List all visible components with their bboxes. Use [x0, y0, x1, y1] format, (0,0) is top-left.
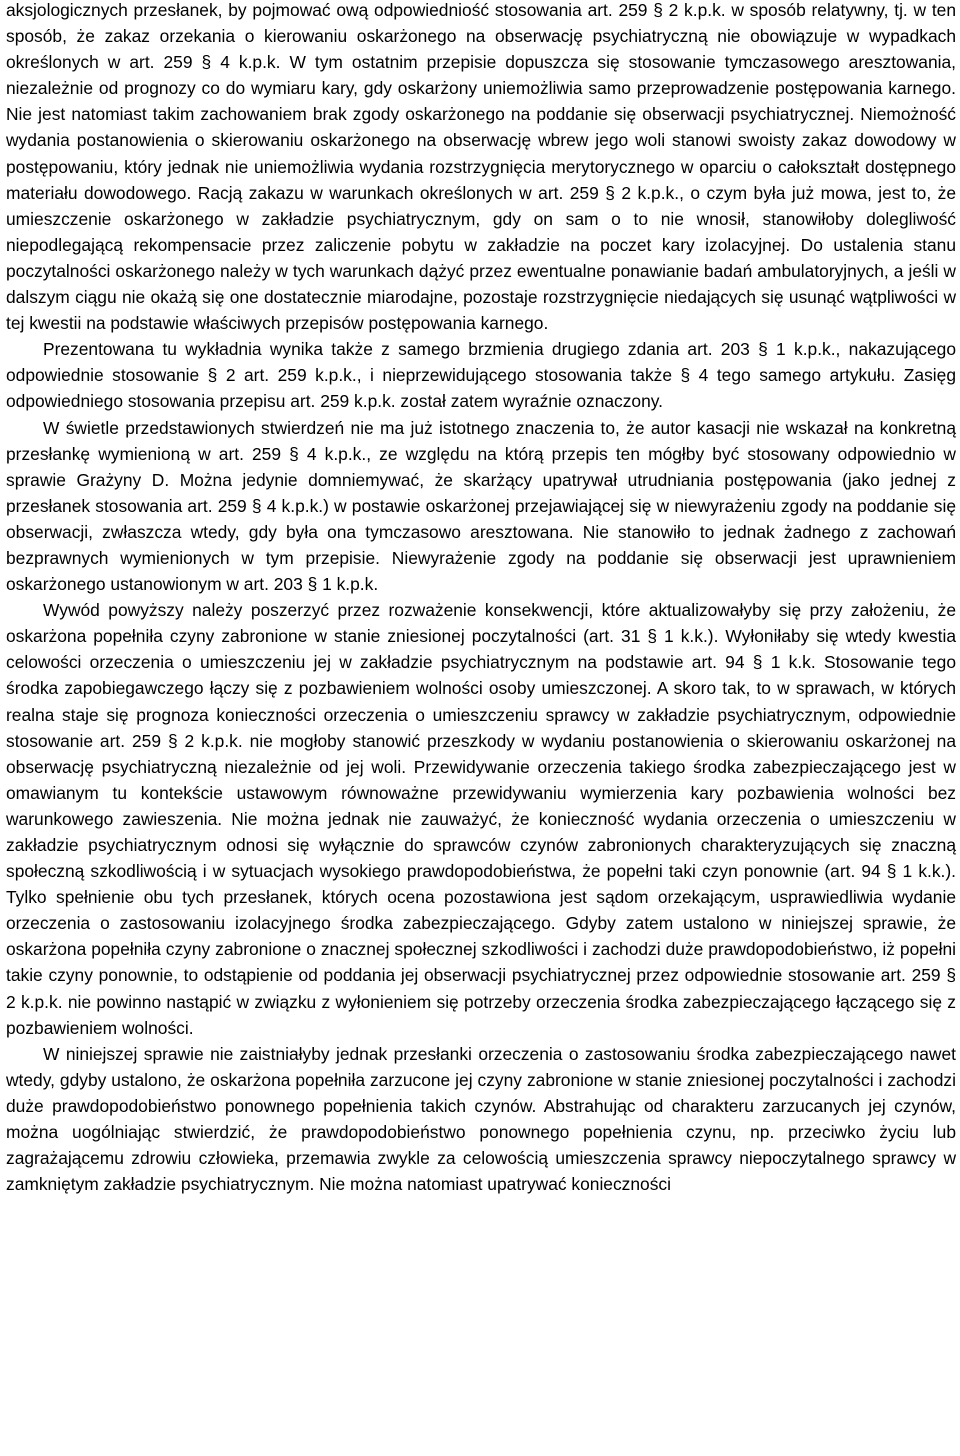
- paragraph-cassation-analysis: W świetle przedstawionych stwierdzeń nie ma już istotnego znaczenia to, że autor kasacji nie wskazał na konkretną przesłankę wymienioną w art. 259 § 4 k.p.k., ze względu na którą przepis ten mógłby być stosowany odpowiednio w sprawie Grażyny D. Można jedynie domniemywać, że skarżący upatrywał utrudniania postępowania (jako jednej z przesłanek stosowania art. 259 § 4 k.p.k.) w postawie oskarżonej przejawiającej się w niewyrażeniu zgody na poddanie się obserwacji, zwłaszcza wtedy, gdy była ona tymczasowo aresztowana. Nie stanowiło to jednak żadnego z zachowań bezprawnych wymienionych w tym przepisie. Niewyrażenie zgody na poddanie się obserwacji jest uprawnieniem oskarżonego ustanowionym w art. 203 § 1 k.p.k.: [6, 417, 956, 595]
- paragraph-interpretation: Prezentowana tu wykładnia wynika także z samego brzmienia drugiego zdania art. 203 § 1 k.p.k., nakazującego odpowiednie stosowanie § 2 art. 259 k.p.k., i nieprzewidującego stosowania także § 4 tego samego artykułu. Zasięg odpowiedniego stosowania przepisu art. 259 k.p.k. został zatem wyraźnie oznaczony.: [6, 339, 956, 412]
- paragraph-continuation: aksjologicznych przesłanek, by pojmować ową odpowiedniość stosowania art. 259 § 2 k.p.k. w sposób relatywny, tj. w ten sposób, że zakaz orzekania o kierowaniu oskarżonego na obserwację psychiatryczną nie obowiązuje w wypadkach określonych w art. 259 § 4 k.p.k. W tym ostatnim przepisie dopuszcza się stosowanie tymczasowego aresztowania, niezależnie od prognozy co do wymiaru kary, gdy oskarżony uniemożliwia samo przeprowadzenie postępowania karnego. Nie jest natomiast takim zachowaniem brak zgody oskarżonego na poddanie się obserwacji psychiatrycznej. Niemożność wydania postanowienia o skierowaniu oskarżonego na obserwację wbrew jego woli stanowi swoisty zakaz dowodowy w postępowaniu, który jednak nie uniemożliwia wydania rozstrzygnięcia merytorycznego w oparciu o całokształt dostępnego materiału dowodowego. Racją zakazu w warunkach określonych w art. 259 § 2 k.p.k., o czym była już mowa, jest to, że umieszczenie oskarżonego w zakładzie psychiatrycznym, gdy on sam o to nie wnosił, stanowiłoby dolegliwość niepodlegającą rekompensacie przez zaliczenie pobytu w zakładzie na poczet kary izolacyjnej. Do ustalenia stanu poczytalności oskarżonego należy w tych warunkach dążyć przez ewentualne ponawianie badań ambulatoryjnych, a jeśli w dalszym ciągu nie okażą się one dostatecznie miarodajne, pozostaje rozstrzygnięcie niedających się usunąć wątpliwości w tej kwestii na podstawie właściwych przepisów postępowania karnego.: [6, 0, 956, 334]
- paragraph-consequences: Wywód powyższy należy poszerzyć przez rozważenie konsekwencji, które aktualizowałyby się przy założeniu, że oskarżona popełniła czyny zabronione w stanie zniesionej poczytalności (art. 31 § 1 k.k.). Wyłoniłaby się wtedy kwestia celowości orzeczenia o umieszczeniu jej w zakładzie psychiatrycznym na podstawie art. 94 § 1 k.k. Stosowanie tego środka zapobiegawczego łączy się z pozbawieniem wolności osoby umieszczonej. A skoro tak, to w sprawach, w których realna staje się prognoza konieczności orzeczenia o umieszczeniu sprawcy w zakładzie psychiatrycznym, odpowiednie stosowanie art. 259 § 2 k.p.k. nie mogłoby stanowić przeszkody w wydaniu postanowienia o skierowaniu oskarżonej na obserwację psychiatryczną niezależnie od jej woli. Przewidywanie orzeczenia takiego środka zabezpieczającego jest w omawianym tu kontekście ustawowym równoważne przewidywaniu wymierzenia kary pozbawienia wolności bez warunkowego zawieszenia. Nie można jednak nie zauważyć, że konieczność wydania orzeczenia o umieszczeniu w zakładzie psychiatrycznym odnosi się wyłącznie do sprawców czynów zabronionych charakteryzujących się znaczną społeczną szkodliwością i w sytuacjach wysokiego prawdopodobieństwa, że popełni taki czyn ponownie (art. 94 § 1 k.k.). Tylko spełnienie obu tych przesłanek, których ocena pozostawiona jest sądom orzekającym, usprawiedliwia wydanie orzeczenia o zastosowaniu izolacyjnego środka zabezpieczającego. Gdyby zatem ustalono w niniejszej sprawie, że oskarżona popełniła czyny zabronione o znacznej społecznej szkodliwości i zachodzi duże prawdopodobieństwo, iż popełni takie czyny ponownie, to odstąpienie od poddania jej obserwacji psychiatrycznej przez odpowiednie stosowanie art. 259 § 2 k.p.k. nie powinno nastąpić w związku z wyłonieniem się potrzeby orzeczenia środka zabezpieczającego łączącego się z pozbawieniem wolności.: [6, 600, 956, 1038]
- paragraph-security-measure: W niniejszej sprawie nie zaistniałyby jednak przesłanki orzeczenia o zastosowaniu środka zabezpieczającego nawet wtedy, gdyby ustalono, że oskarżona popełniła zarzucone jej czyny zabronione w stanie zniesionej poczytalności i zachodzi duże prawdopodobieństwo ponownego popełnienia takich czynów. Abstrahując od charakteru zarzucanych jej czynów, można uogólniając stwierdzić, że prawdopodobieństwo ponownego popełnienia czynu, np. przeciwko życiu lub zagrażającemu zdrowiu człowieka, przemawia zwykle za celowością umieszczenia sprawcy niepoczytalnego sprawcy w zamkniętym zakładzie psychiatrycznym. Nie można natomiast upatrywać konieczności: [6, 1043, 956, 1195]
